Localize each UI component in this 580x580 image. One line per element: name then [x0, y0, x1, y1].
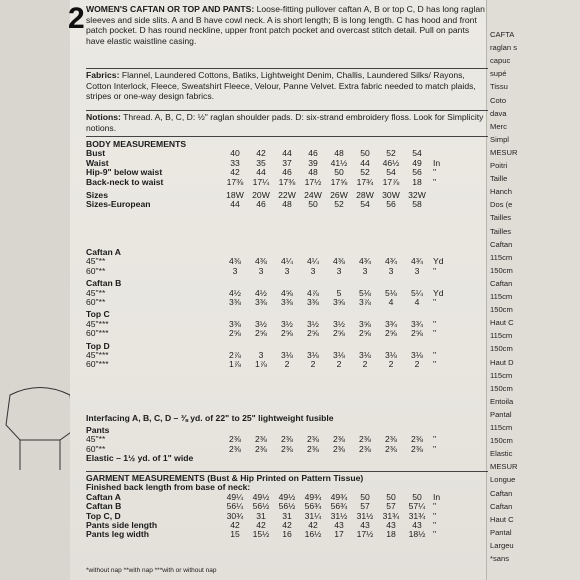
cell: 50	[360, 491, 370, 502]
row-label: 60"***	[86, 328, 109, 339]
cell: 31½	[330, 510, 348, 521]
cell: 56¼	[226, 501, 244, 512]
cell: 3⅛	[281, 350, 293, 361]
cell: 43	[386, 520, 396, 531]
right-page-line: 115cm	[490, 423, 513, 432]
cell: 28W	[356, 190, 374, 201]
cell: 42	[230, 520, 240, 531]
cell: 2⅜	[411, 434, 423, 445]
row-label: Top C, D	[86, 510, 121, 521]
cell: 15½	[252, 529, 270, 540]
yardage-table	[86, 248, 453, 373]
back-label: Back-neck to waist	[86, 176, 164, 187]
cell: 48	[334, 148, 344, 159]
cell: 18	[412, 176, 422, 187]
section-title: Caftan B	[86, 278, 122, 289]
cell: 2⅝	[255, 328, 267, 339]
cell: 37	[282, 157, 292, 168]
cell: 31¾	[408, 510, 426, 521]
cell: 31¾	[382, 510, 400, 521]
row-label: 60"**	[86, 443, 106, 454]
right-page-line: 115cm	[490, 370, 513, 380]
cell: 49¾	[304, 491, 322, 502]
cell: 42	[256, 148, 266, 159]
right-page-line: Dos (e	[490, 200, 513, 210]
divider	[86, 68, 488, 69]
cell: 2⅜	[229, 443, 241, 454]
cell: 42	[256, 520, 266, 531]
cell: 57	[360, 501, 370, 512]
right-page-line: Haut C	[490, 514, 514, 524]
right-page-line: MESUR	[490, 147, 518, 157]
body-measurements-table	[86, 140, 453, 210]
cell: 2⅜	[385, 434, 397, 445]
unit: "	[433, 265, 437, 276]
cell: 3	[258, 265, 264, 276]
divider	[86, 471, 488, 472]
right-page-line: Caftan	[490, 278, 513, 288]
cell: 31	[256, 510, 266, 521]
right-page-line: Largeu	[490, 540, 514, 550]
right-page-line: 150cm	[490, 305, 513, 315]
cell: 2	[388, 359, 394, 370]
cell: 31¼	[304, 510, 322, 521]
right-page-line: capuc	[490, 56, 511, 66]
right-page-line: Hanch	[490, 187, 512, 197]
elastic-line: Elastic – 1½ yd. of 1" wide	[86, 453, 194, 464]
cell: 3	[414, 265, 420, 276]
cell: 26W	[330, 190, 348, 201]
section-title: Pants	[86, 425, 110, 435]
right-page-line: Coto	[490, 95, 507, 105]
right-page-line: Poitri	[490, 161, 508, 170]
cell: 3	[284, 265, 290, 276]
right-page-line: Caftan	[490, 488, 513, 498]
cell: 2	[336, 359, 342, 370]
right-page-line: Tailles	[490, 226, 512, 236]
divider	[86, 136, 488, 137]
right-page-line: Elastic	[490, 449, 513, 459]
cell: 3⅜	[307, 297, 319, 308]
cell: 5⅛	[385, 287, 397, 298]
cell: 50	[334, 167, 344, 178]
unit: "	[433, 443, 437, 454]
cell: 43	[412, 520, 422, 531]
cell: 31	[282, 510, 292, 521]
cell: 2⅜	[229, 434, 241, 445]
cell: 41½	[330, 157, 348, 168]
cell: 4⅜	[229, 256, 241, 267]
right-page-line: 150cm	[490, 344, 513, 354]
cell: 2⅜	[333, 443, 345, 454]
unit: "	[433, 359, 437, 370]
cell: 46	[308, 148, 318, 159]
right-page-line: 150cm	[490, 436, 513, 446]
row-label: Pants side length	[86, 520, 158, 531]
cell: 56½	[278, 501, 296, 512]
cell: 18	[386, 529, 396, 540]
right-page-line: 150cm	[490, 265, 513, 275]
cell: 2⅜	[385, 443, 397, 454]
cell: 4⅜	[333, 256, 345, 267]
cell: 17⅜	[226, 176, 244, 187]
cell: 17½	[356, 529, 374, 540]
right-page-line: CAFTA	[490, 30, 515, 39]
unit: "	[433, 167, 437, 178]
cell: 35	[256, 157, 266, 168]
cell: 5⅛	[359, 287, 371, 298]
cell: 44	[256, 167, 266, 178]
cell: 43	[360, 520, 370, 531]
cell: 3	[388, 265, 394, 276]
cell: 3⅝	[359, 318, 371, 329]
cell: 50	[308, 199, 318, 210]
cell: 3⅝	[333, 297, 345, 308]
garment-sketch-icon	[0, 0, 74, 580]
cell: 3⅛	[333, 350, 345, 361]
right-page-line: dava	[490, 108, 507, 118]
cell: 56½	[252, 501, 270, 512]
cell: 2⅜	[333, 434, 345, 445]
page-number: 2	[68, 2, 85, 35]
fabrics-block	[86, 70, 486, 102]
fabrics-label: Fabrics:	[86, 70, 120, 80]
header-description: Loose-fitting pullover caftan A, B or top C, D has long raglan sleeves and side slits. A and B have cowl neck. A is short length; B is long length. C has hood and front patch pocket. D has round neckline, upper front patch pocket and overcast stitch detail. Pull on pants have elastic waistline casing.	[86, 4, 485, 46]
cell: 49½	[252, 491, 270, 502]
row-label: 45"**	[86, 256, 106, 267]
right-page-line: Merc	[490, 121, 507, 131]
cell: 2⅜	[411, 443, 423, 454]
cell: 17⅝	[330, 176, 348, 187]
cell: 3⅛	[307, 350, 319, 361]
cell: 2⅝	[229, 328, 241, 339]
cell: 4⅞	[307, 287, 319, 298]
cell: 2	[362, 359, 368, 370]
cell: 3	[362, 265, 368, 276]
unit: "	[433, 510, 437, 521]
garment-measurements-table	[86, 474, 453, 540]
cell: 30W	[382, 190, 400, 201]
cell: 32W	[408, 190, 426, 201]
cell: 2⅝	[333, 328, 345, 339]
right-page-line: MESUR	[490, 462, 518, 472]
cell: 2⅜	[281, 443, 293, 454]
cell: 24W	[304, 190, 322, 201]
cell: 54	[360, 199, 370, 210]
cell: 2⅞	[229, 350, 241, 361]
cell: 3	[232, 265, 238, 276]
cell: 4⅝	[281, 287, 293, 298]
right-page-line: raglan s	[490, 43, 518, 53]
right-page-line: Tailles	[490, 213, 512, 223]
cell: 1⅞	[229, 359, 241, 370]
cell: 50	[360, 148, 370, 159]
cell: 42	[308, 520, 318, 531]
right-page-line: Caftan	[490, 501, 513, 511]
cell: 48	[282, 199, 292, 210]
cell: 49¾	[330, 491, 348, 502]
cell: 57	[386, 501, 396, 512]
cell: 3⅜	[229, 318, 241, 329]
section-title: Top C	[86, 309, 110, 320]
cell: 3¾	[411, 318, 423, 329]
cell: 44	[282, 148, 292, 159]
right-page-line: Pantal	[490, 409, 512, 419]
sizes-label: Sizes	[86, 190, 108, 201]
unit: "	[433, 176, 437, 187]
footnote: *without nap **with nap ***with or without nap	[86, 567, 217, 574]
unit: "	[433, 520, 437, 531]
cell: 31½	[356, 510, 374, 521]
cell: 15	[230, 529, 240, 540]
garment-subheading: Finished back length from base of neck:	[86, 482, 251, 493]
unit: "	[433, 434, 437, 445]
cell: 2⅜	[307, 434, 319, 445]
header-text	[86, 4, 486, 46]
cell: 43	[334, 520, 344, 531]
cell: 1⅞	[255, 359, 267, 370]
cell: 3⅜	[229, 297, 241, 308]
cell: 3	[258, 350, 264, 361]
row-label: 60"***	[86, 359, 109, 370]
pants-table	[86, 426, 453, 464]
cell: 4½	[255, 287, 267, 298]
cell: 4	[414, 297, 420, 308]
row-label: Caftan A	[86, 491, 122, 502]
interfacing-line: Interfacing A, B, C, D – ⅜ yd. of 22" to 25" lightweight fusible	[86, 413, 334, 423]
cell: 2⅜	[307, 443, 319, 454]
notions-block	[86, 112, 486, 133]
cell: 3⅜	[255, 297, 267, 308]
cell: 17⅞	[382, 176, 400, 187]
cell: 16½	[304, 529, 322, 540]
right-page-line: Haut D	[490, 357, 514, 367]
row-label: 60"**	[86, 297, 106, 308]
unit: In	[433, 491, 441, 502]
cell: 4	[388, 297, 394, 308]
cell: 3⅜	[281, 297, 293, 308]
body-heading: BODY MEASUREMENTS	[86, 139, 187, 149]
cell: 3⅞	[359, 297, 371, 308]
cell: 3¾	[385, 318, 397, 329]
row-label: Caftan B	[86, 501, 122, 512]
cell: 17¾	[356, 176, 374, 187]
cell: 52	[334, 199, 344, 210]
notions-label: Notions:	[86, 112, 121, 122]
cell: 4¾	[411, 256, 423, 267]
cell: 4¾	[385, 256, 397, 267]
cell: 4⅜	[255, 256, 267, 267]
cell: 18½	[408, 529, 426, 540]
cell: 17½	[304, 176, 322, 187]
cell: 2⅜	[281, 434, 293, 445]
cell: 50	[386, 491, 396, 502]
cell: 2⅜	[255, 434, 267, 445]
right-page-line: Tissu	[490, 82, 508, 92]
cell: 3	[310, 265, 316, 276]
cell: 17	[334, 529, 344, 540]
row-label: 60"**	[86, 265, 106, 276]
right-page-line: 115cm	[490, 331, 513, 341]
row-label: 45"**	[86, 434, 106, 445]
cell: 30¾	[226, 510, 244, 521]
cell: 33	[230, 157, 240, 168]
right-page-line: Entoila	[490, 396, 514, 406]
cell: 4¼	[281, 256, 293, 267]
cell: 40	[230, 148, 240, 159]
cell: 3½	[307, 318, 319, 329]
cell: 2⅝	[411, 328, 423, 339]
right-page-line: Caftan	[490, 239, 513, 249]
cell: 3⅛	[385, 350, 397, 361]
right-page-line: Taille	[490, 174, 508, 184]
cell: 56¾	[304, 501, 322, 512]
cell: 54	[386, 167, 396, 178]
cell: 56	[386, 199, 396, 210]
cell: 2⅝	[359, 328, 371, 339]
unit: "	[433, 318, 437, 329]
hip-label: Hip-9" below waist	[86, 167, 163, 178]
cell: 18W	[226, 190, 244, 201]
cell: 46½	[382, 157, 400, 168]
cell: 54	[412, 148, 422, 159]
right-page-line: *sans	[490, 554, 509, 563]
unit: "	[433, 529, 437, 540]
cell: 56¾	[330, 501, 348, 512]
garment-heading: GARMENT MEASUREMENTS (Bust & Hip Printed on Pattern Tissue)	[86, 473, 364, 483]
right-page-line: 115cm	[490, 252, 513, 262]
cell: 2	[310, 359, 316, 370]
unit: "	[433, 297, 437, 308]
cell: 2⅜	[359, 443, 371, 454]
unit: "	[433, 328, 437, 339]
cell: 2⅜	[255, 443, 267, 454]
right-page-line: Pantal	[490, 527, 512, 537]
cell: 44	[230, 199, 240, 210]
cell: 4¼	[307, 256, 319, 267]
cell: 46	[256, 199, 266, 210]
unit: "	[433, 501, 437, 512]
right-page-line: 115cm	[490, 292, 513, 301]
unit: Yd	[433, 256, 444, 267]
unit: "	[433, 350, 437, 361]
cell: 2⅝	[385, 328, 397, 339]
cell: 49¼	[226, 491, 244, 502]
cell: 2	[284, 359, 290, 370]
divider	[86, 110, 488, 111]
cell: 2	[414, 359, 420, 370]
cell: 46	[282, 167, 292, 178]
cell: 16	[282, 529, 292, 540]
sizes-euro-label: Sizes-European	[86, 199, 151, 210]
row-label: 45"***	[86, 318, 109, 329]
header-title: WOMEN'S CAFTAN OR TOP AND PANTS:	[86, 4, 255, 14]
row-label: Pants leg width	[86, 529, 150, 540]
bust-label: Bust	[86, 148, 106, 159]
cell: 56	[412, 167, 422, 178]
right-page-line: Simpl	[490, 134, 509, 144]
cell: 17¼	[252, 176, 270, 187]
cell: 2⅜	[359, 434, 371, 445]
unit: Yd	[433, 287, 444, 298]
cell: 3½	[333, 318, 345, 329]
row-label: 45"***	[86, 350, 109, 361]
cell: 2⅝	[307, 328, 319, 339]
cell: 3	[336, 265, 342, 276]
waist-label: Waist	[86, 157, 109, 168]
cell: 50	[412, 491, 422, 502]
cell: 42	[282, 520, 292, 531]
unit: In	[433, 157, 441, 168]
cell: 44	[360, 157, 370, 168]
notions-text: Thread. A, B, C, D: ½" raglan shoulder pads. D: six-strand embroidery floss. Look for Simplicity notions.	[86, 112, 484, 133]
section-title: Caftan A	[86, 247, 122, 257]
left-illustration-page	[0, 0, 74, 580]
right-page-line: Haut C	[490, 318, 514, 328]
cell: 58	[412, 199, 422, 210]
cell: 22W	[278, 190, 296, 201]
cell: 52	[386, 148, 396, 159]
cell: 49	[412, 157, 422, 168]
cell: 5¼	[411, 287, 423, 298]
cell: 4½	[229, 287, 241, 298]
cell: 49½	[278, 491, 296, 502]
cell: 42	[230, 167, 240, 178]
right-page-line: supé	[490, 69, 507, 79]
cell: 3½	[255, 318, 267, 329]
cell: 3½	[281, 318, 293, 329]
cell: 3⅛	[411, 350, 423, 361]
cell: 57¼	[408, 501, 426, 512]
cell: 52	[360, 167, 370, 178]
right-page-line: 150cm	[490, 383, 513, 393]
cell: 4¾	[359, 256, 371, 267]
cell: 5	[336, 287, 342, 298]
cell: 3⅛	[359, 350, 371, 361]
cell: 48	[308, 167, 318, 178]
cell: 17⅜	[278, 176, 296, 187]
cell: 20W	[252, 190, 270, 201]
right-page-line: Longue	[490, 475, 516, 485]
cell: 39	[308, 157, 318, 168]
fabrics-text: Flannel, Laundered Cottons, Batiks, Lightweight Denim, Challis, Laundered Silks/ Rayons, Cotton Interlock, Fleece, Sweatshirt Fleece, Velour, Panne Velvet. Extra fabric needed to match plaids, stripes or one-way design fabrics.	[86, 70, 476, 102]
cell: 2⅝	[281, 328, 293, 339]
row-label: 45"**	[86, 287, 106, 298]
section-title: Top D	[86, 340, 110, 351]
